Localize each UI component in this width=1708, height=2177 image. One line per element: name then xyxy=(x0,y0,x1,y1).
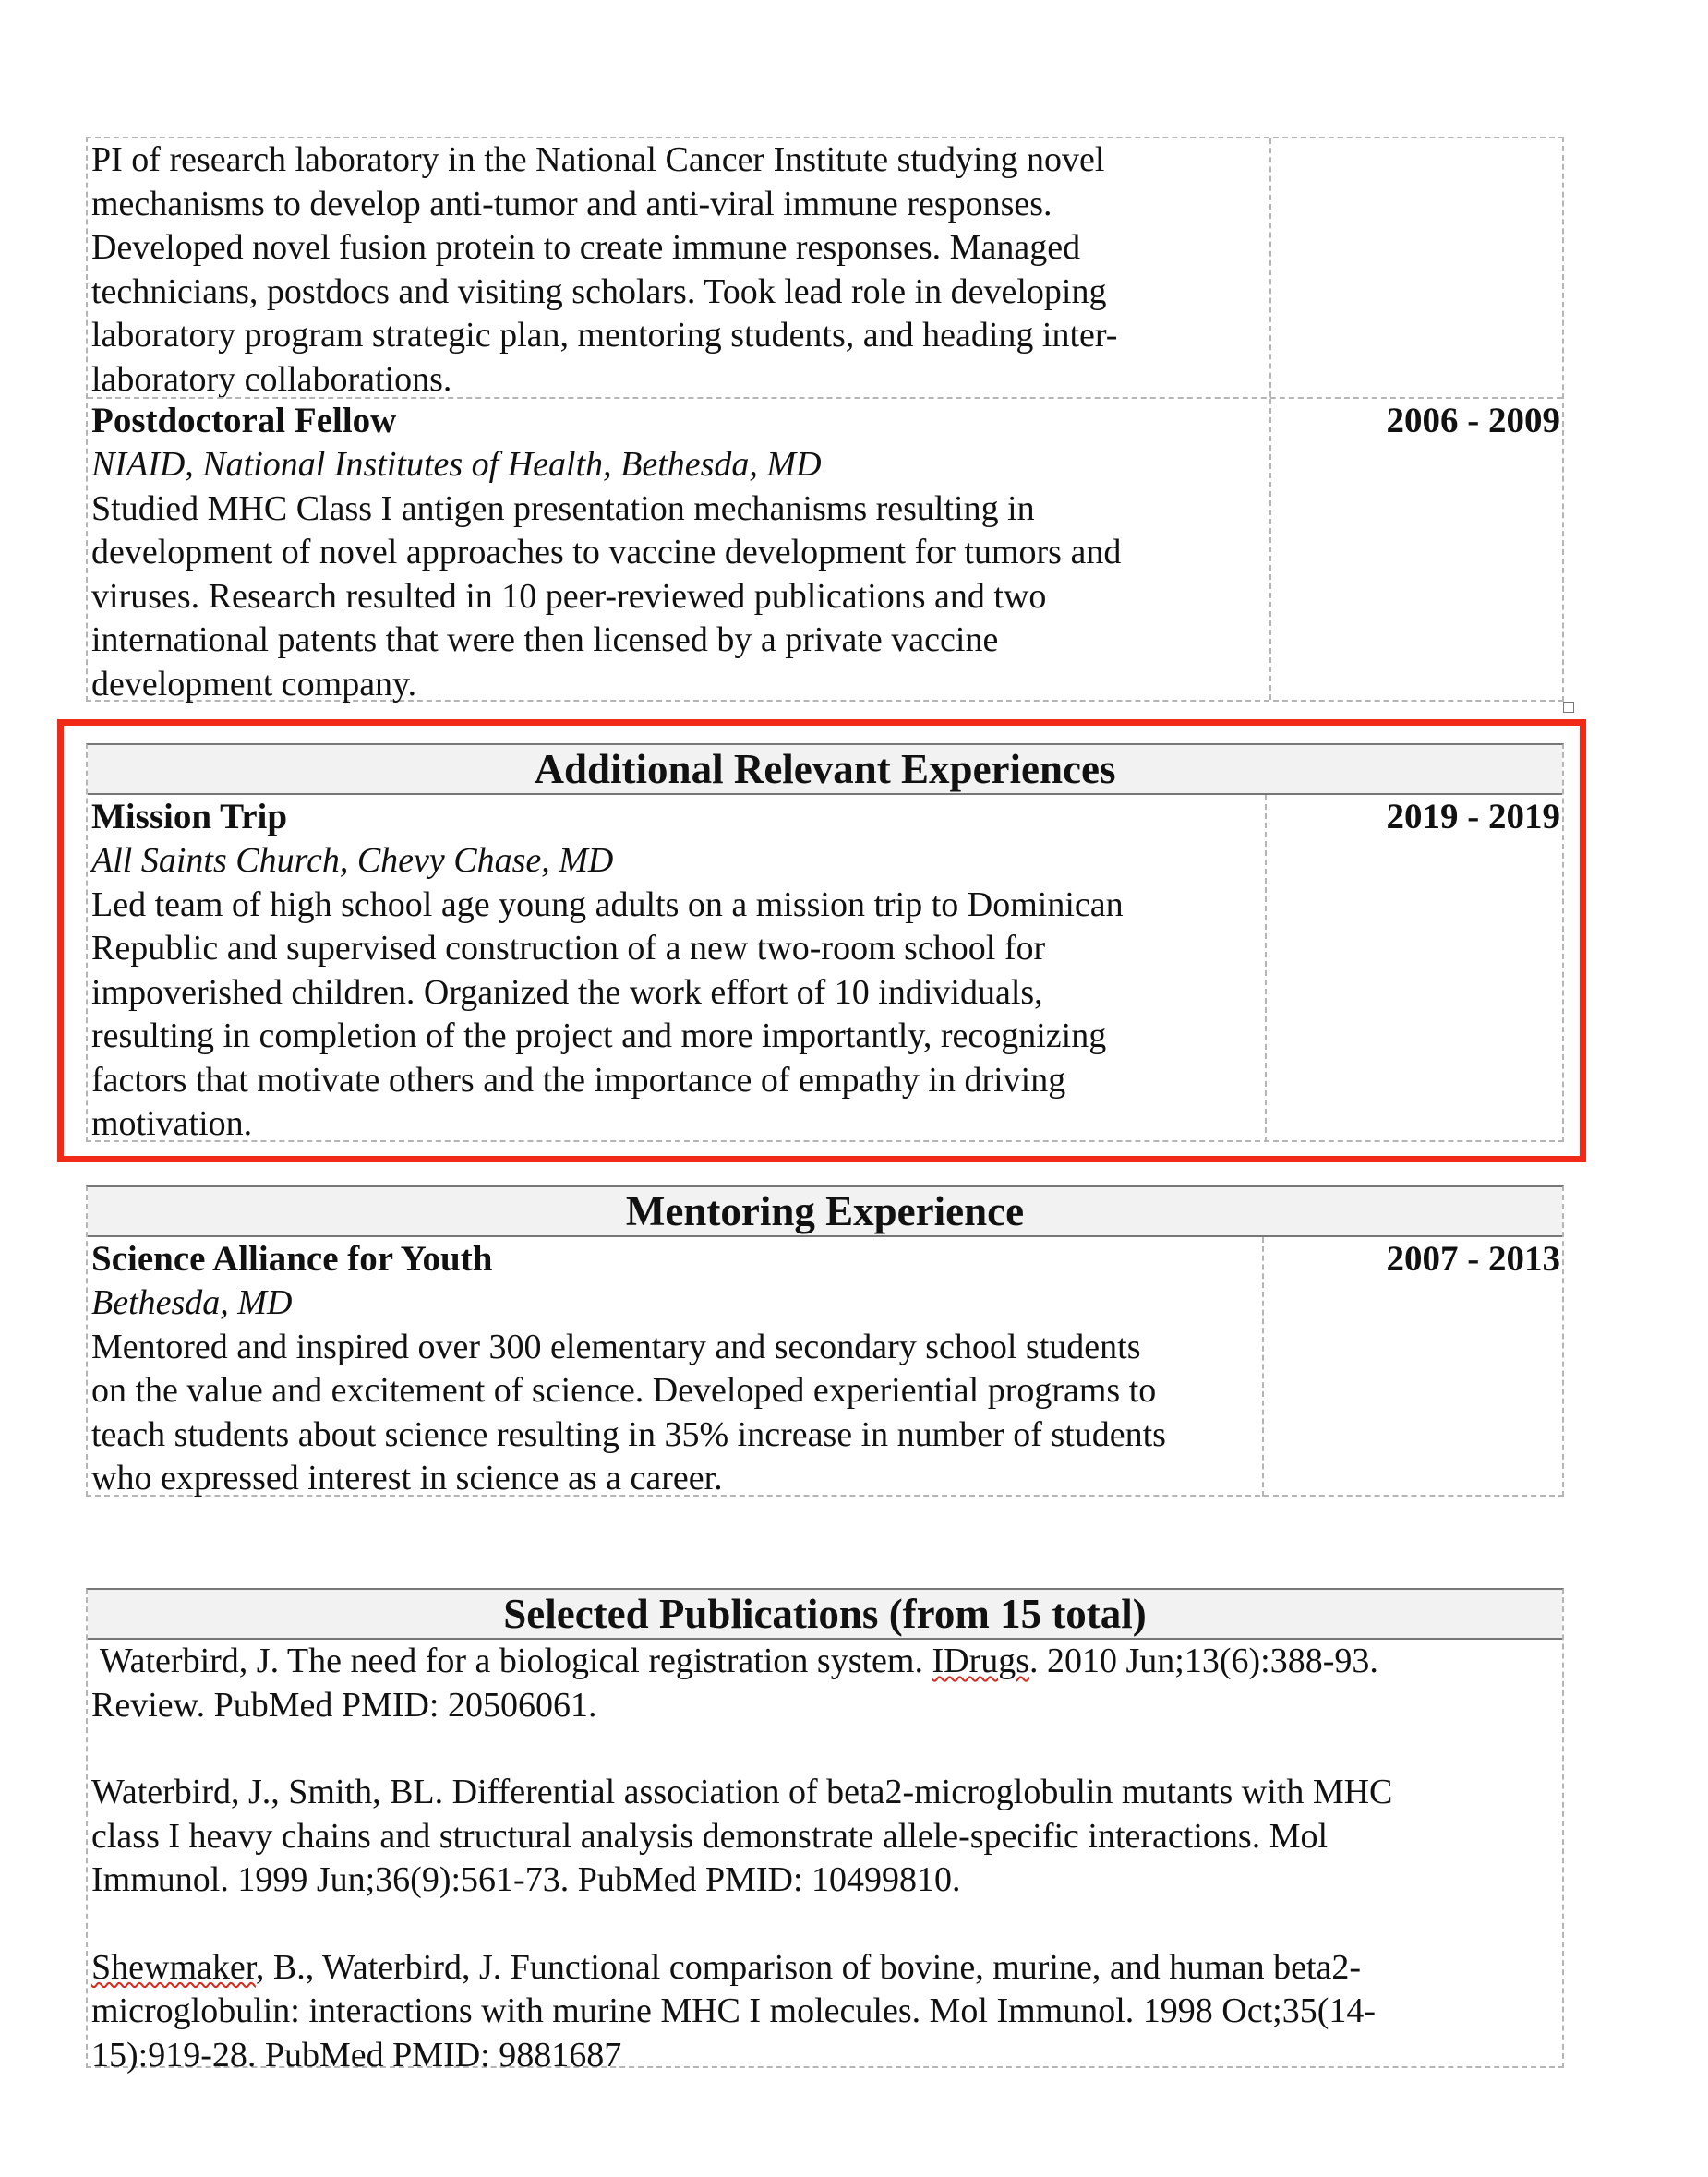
additional-row xyxy=(88,795,1562,1142)
mentoring-row xyxy=(88,1237,1562,1497)
experience-cell[interactable] xyxy=(88,399,1271,704)
experience-description: Led team of high school age young adults on a mission trip to Dominican Republic and supervised construction of a new two-room school for impoverished children. Organized the work effort of 10 individuals, resulting in completion of the project and more importantly, recognizing factors that motivate others and the importance of empathy in driving motivation. xyxy=(91,884,1124,1143)
job-organization: Bethesda, MD xyxy=(91,1283,293,1322)
experience-row-postdoc xyxy=(88,397,1562,704)
publication-text: . 2010 Jun;13(6):388-93. Review. PubMed PMID: 20506061. xyxy=(91,1642,1378,1725)
section-heading-publications: Selected Publications (from 15 total) xyxy=(88,1590,1562,1640)
table-resize-handle[interactable] xyxy=(1563,702,1574,713)
experience-description: Studied MHC Class I antigen presentation mechanisms resulting in development of novel approaches to vaccine development for tumors and viruses. Research resulted in 10 peer-reviewed publications and two international patents that were then licensed by a private vaccine development company. xyxy=(91,488,1122,704)
publications-table xyxy=(86,1588,1564,2075)
experience-date: 2007 - 2013 xyxy=(1386,1239,1560,1279)
job-title: Science Alliance for Youth xyxy=(91,1239,493,1279)
publications-cell[interactable] xyxy=(88,1640,1562,2077)
spellcheck-flagged-word[interactable]: Shewmaker xyxy=(91,1947,256,1987)
experience-date: 2019 - 2019 xyxy=(1386,797,1560,836)
experience-row-pi xyxy=(88,138,1562,397)
job-organization: All Saints Church, Chevy Chase, MD xyxy=(91,841,614,880)
publication-entry: Waterbird, J., Smith, BL. Differential association of beta2-microglobulin mutants with MHC class I heavy chains and structural analysis demonstrate allele-specific interactions. Mol Immunol. 1999 Jun;36(9):561-73. PubMed PMID: 10499810. xyxy=(91,1773,1393,1899)
experience-date: 2006 - 2009 xyxy=(1386,401,1560,440)
experience-description: PI of research laboratory in the National Cancer Institute studying novel mechanisms to develop anti-tumor and anti-viral immune responses. Developed novel fusion protein to create immune responses. Managed technicians, postdocs and visiting scholars. Took lead role in developing laboratory program strategic plan, mentoring students, and heading inter- laboratory collaborations. xyxy=(91,140,1118,399)
experience-cell[interactable] xyxy=(88,795,1267,1142)
additional-experiences-table xyxy=(86,743,1564,1142)
job-title: Mission Trip xyxy=(91,797,288,836)
section-heading-mentoring: Mentoring Experience xyxy=(88,1187,1562,1237)
experience-cell[interactable] xyxy=(88,138,1271,397)
spellcheck-flagged-word[interactable]: IDrugs xyxy=(932,1642,1030,1680)
publication-entry xyxy=(91,1640,1558,1727)
job-organization: NIAID, National Institutes of Health, Bethesda, MD xyxy=(91,445,822,484)
experience-cell[interactable] xyxy=(88,1237,1264,1497)
job-title: Postdoctoral Fellow xyxy=(91,401,397,440)
experience-table xyxy=(86,137,1564,702)
mentoring-table xyxy=(86,1185,1564,1497)
publication-text: Waterbird, J. The need for a biological registration system. xyxy=(91,1642,932,1680)
section-heading-additional: Additional Relevant Experiences xyxy=(88,745,1562,795)
publication-entry xyxy=(91,1946,1558,2078)
experience-description: Mentored and inspired over 300 elementary and secondary school students on the value and excitement of science. Developed experiential programs to teach students about science resulting in 35% increase in number of students who expressed interest in science as a career. xyxy=(91,1327,1166,1497)
publication-text: , B., Waterbird, J. Functional comparison of bovine, murine, and human beta2- microglobulin: interactions with murine MHC I molecules. Mol Immunol. 1998 Oct;35(14- 15):919-28. PubMed PMID: 9881687 xyxy=(91,1947,1377,2075)
experience-date xyxy=(1271,138,1562,397)
